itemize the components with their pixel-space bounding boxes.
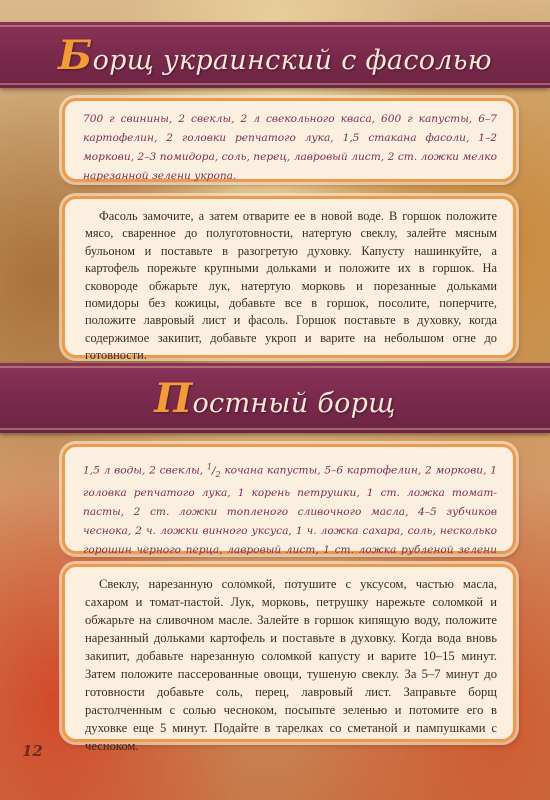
recipe-2-title [154, 375, 395, 422]
recipe-2-ingredients-box [62, 444, 516, 554]
recipe-2-ingredients-part1: 1,5 л воды, 2 свеклы, [83, 464, 207, 477]
recipe-1-title-banner [0, 22, 550, 88]
fraction-denominator: 2 [215, 469, 221, 479]
recipe-1-title [58, 32, 492, 79]
recipe-2-title-initial: П [154, 374, 193, 422]
recipe-1-title-text: орщ украинский с фасолью [92, 44, 492, 76]
recipe-2-ingredients [83, 457, 497, 579]
recipe-2-ingredients-part2: кочана капусты, 5–6 картофелин, 2 моркови, 1 головка репчатого лука, 1 корень петрушки, 1 ст. ложка томат-пасты, 2 ст. ложки топленого сливочного масла, 4–5 зубчиков чеснока, 2 ч. ложки винного уксуса, 1 ч. ложка сахара, соль, несколько горошин черного перца, лавровый лист, 1 ст. ложка рубленой зелени [83, 464, 497, 556]
recipe-1-title-initial: Б [58, 31, 93, 79]
page-number: 12 [22, 742, 43, 760]
recipe-1-ingredients: 700 г свинины, 2 свеклы, 2 л свекольного кваса, 600 г капусты, 6–7 картофелин, 2 головки репчатого лука, 1,5 стакана фасоли, 1–2 моркови, 2–3 помидора, соль, перец, лавровый лист, 2 ст. ложки мелко нарезанной зелени укропа. [83, 113, 497, 182]
recipe-1-method-box [62, 196, 516, 363]
recipe-2-method-box [62, 564, 516, 753]
recipe-2-title-text: остный борщ [192, 387, 396, 419]
recipe-2-method: Свеклу, нарезанную соломкой, потушите с уксусом, частью масла, сахаром и томат-пастой. Лук, морковь, петрушку нарежьте соломкой и обжарьте на сливочном масле. Залейте в горшок кипящую воду, положите нарезанный дольками картофель и поставьте в духовку. Когда вода вновь закипит, добавьте нарезанную соломкой капусту и варите 10–15 минут. Затем положите пассерованные овощи, тушеную свеклу. За 5–7 минут до готовности добавьте соль, перец, лавровый лист. Заправьте борщ растолченным с солью чесноком, посыпьте зеленью и потомите его в духовке еще 5 минут. Подайте в тарелках со сметаной и пампушками с чесноком. [85, 577, 497, 753]
recipe-2-title-banner [0, 363, 550, 433]
recipe-1-method: Фасоль замочите, а затем отварите ее в новой воде. В горшок положите мясо, сваренное до полуготовности, натертую свеклу, залейте мясным бульоном и поставьте в разогретую духовку. Капусту нашинкуйте, а картофель порежьте крупными дольками и положите их в горшок. На сковороде обжарьте лук, натертую морковь и порезанные дольками помидоры без кожицы, добавьте все в горшок, посолите, поперчите, положите лавровый лист и фасоль. Горшок поставьте в духовку, когда содержимое закипит, добавьте укроп и варите на небольшом огне до готовности. [85, 209, 497, 363]
fraction-one-half: $^1/_2$ [206, 462, 221, 479]
fraction-numerator: 1 [206, 462, 212, 471]
recipe-1-ingredients-box [62, 98, 516, 182]
